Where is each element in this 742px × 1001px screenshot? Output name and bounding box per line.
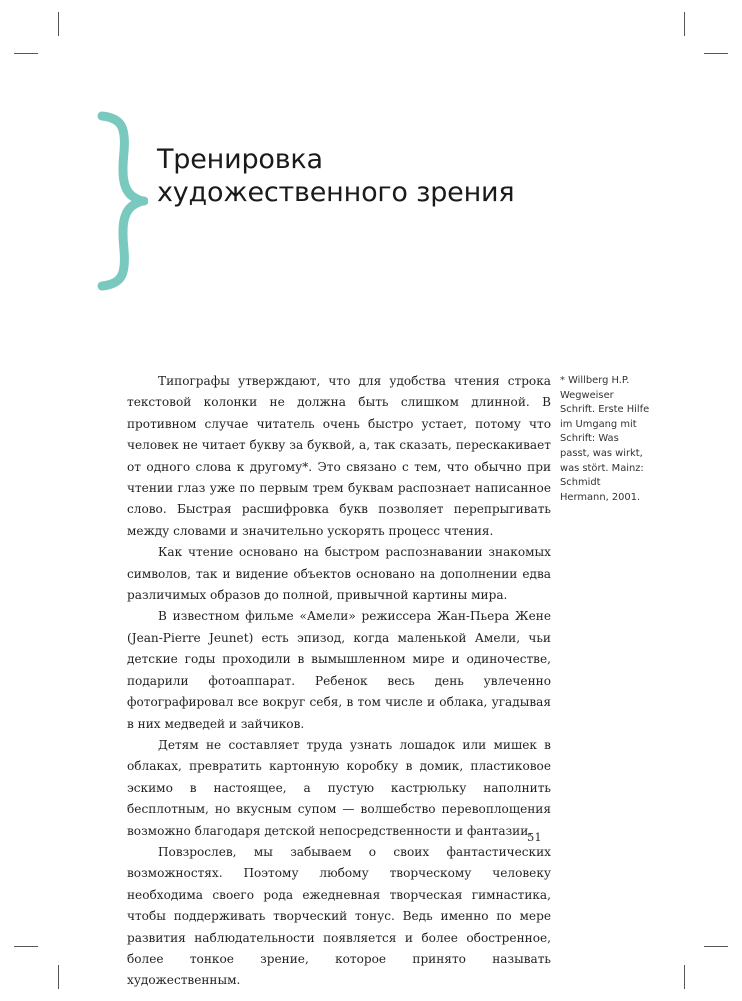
side-footnote: * Willberg H.P. Wegweiser Schrift. Erste Hilfe im Umgang mit Schrift: Was passt, was wirkt, was stört. Mainz: Schmidt Hermann, 2001. <box>560 375 650 503</box>
paragraph: Типографы утверждают, что для удобства чтения строка текстовой колонки не должна быть слишком длинной. В противном случае читатель очень быстро устает, потому что человек не читает букву за буквой, а, так сказать, перескакивает от одного слова к другому*. Это связано с тем, что обычно при чтении глаз уже по первым трем буквам распознает написанное слово. Быстрая расшифровка букв позволяет перепрыгивать между словами и значительно ускорять процесс чтения. <box>127 374 551 538</box>
title-line-2: художественного зрения <box>157 177 515 208</box>
crop-mark <box>704 946 728 947</box>
crop-mark <box>58 965 59 989</box>
crop-mark <box>704 53 728 54</box>
paragraph: В известном фильме «Амели» режиссера Жан-Пьера Жене (Jean-Pierre Jeunet) есть эпизод, когда маленькой Амели, чьи детские годы проходили в вымышленном мире и одиночестве, подарили фотоаппарат. Ребенок весь день увлеченно фотографировал все вокруг себя, в том числе и облака, угадывая в них медведей и зайчиков. <box>127 609 551 731</box>
crop-mark <box>58 12 59 36</box>
paragraph: Детям не составляет труда узнать лошадок или мишек в облаках, превратить картонную коробку в домик, пластиковое эскимо в настоящее, а пустую кастрюльку наполнить бесплотным, но вкусным супом — волшебство перевоплощения возможно благодаря детской непосредственности и фантазии. <box>127 737 551 838</box>
curly-brace-ornament <box>96 110 148 292</box>
paragraph: Как чтение основано на быстром распознавании знакомых символов, так и видение объектов основано на дополнении едва различимых образов до полной, привычной картины мира. <box>127 545 551 603</box>
crop-mark <box>684 965 685 989</box>
crop-mark <box>14 946 38 947</box>
paragraph: Повзрослев, мы забываем о своих фантастических возможностях. Поэтому любому творческому человеку необходима своего рода ежедневная творческая гимнастика, чтобы поддерживать творческий тонус. Ведь именно по мере развития наблюдательности появляется и более обостренное, более тонкое зрение, которое принято называть художественным. <box>127 844 551 988</box>
body-text <box>127 371 551 992</box>
title-line-1: Тренировка <box>157 144 323 175</box>
page-number: 51 <box>527 830 542 844</box>
chapter-title <box>157 143 577 209</box>
crop-mark <box>14 53 38 54</box>
crop-mark <box>684 12 685 36</box>
